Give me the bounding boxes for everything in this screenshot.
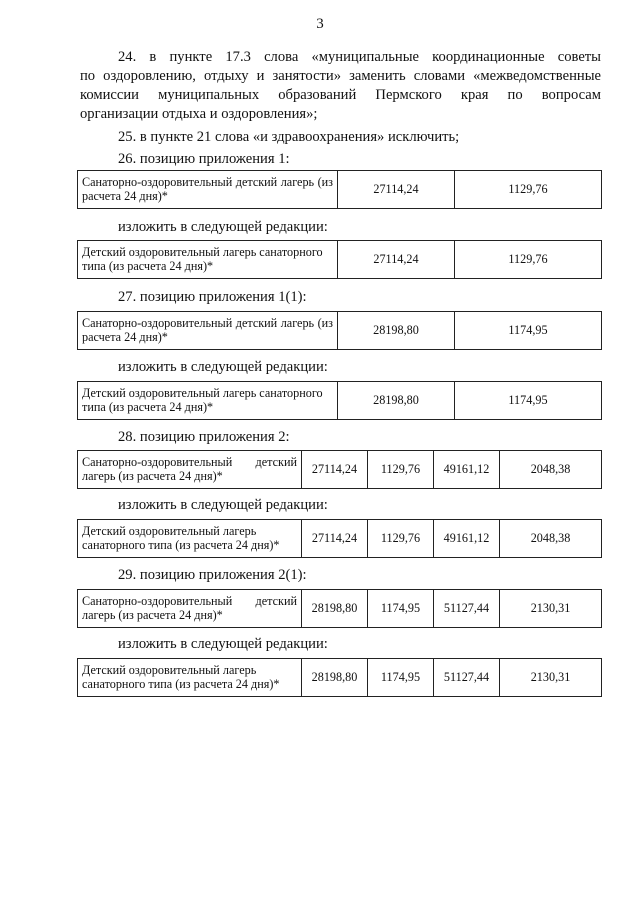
row-name-cell: Санаторно-оздоровительный детский лагерь (из расчета 24 дня)* xyxy=(78,171,338,209)
paragraph-24-line-4: организации отдыха и оздоровления»; xyxy=(80,106,318,122)
paragraph-24-line-1: 24. в пункте 17.3 слова «муниципальные координационные советы xyxy=(118,49,601,65)
item-26-new-table xyxy=(77,240,602,279)
paragraph-25: 25. в пункте 21 слова «и здравоохранения» исключить; xyxy=(118,129,460,145)
value-cell: 51127,44 xyxy=(434,659,500,697)
item-29-instruction: изложить в следующей редакции: xyxy=(118,636,328,652)
value-cell: 2130,31 xyxy=(500,590,602,628)
item-27-instruction: изложить в следующей редакции: xyxy=(118,359,328,375)
value-cell: 2130,31 xyxy=(500,659,602,697)
row-name-cell: Санаторно-оздоровительный детский лагерь (из расчета 24 дня)* xyxy=(78,590,302,628)
table-row xyxy=(78,382,602,420)
value-cell: 28198,80 xyxy=(338,312,455,350)
paragraph-24-line-3: комиссии муниципальных образований Пермского края по вопросам xyxy=(80,87,601,103)
table-row xyxy=(78,171,602,209)
item-27-old-table xyxy=(77,311,602,350)
item-29-heading: 29. позицию приложения 2(1): xyxy=(118,567,307,583)
paragraph-24-line-2: по оздоровлению, отдыху и занятости» заменить словами «межведомственные xyxy=(80,68,601,84)
item-28-old-table xyxy=(77,450,602,489)
value-cell: 28198,80 xyxy=(302,659,368,697)
value-cell: 28198,80 xyxy=(338,382,455,420)
value-cell: 2048,38 xyxy=(500,451,602,489)
row-name-cell: Детский оздоровительный лагерь санаторного типа (из расчета 24 дня)* xyxy=(78,241,338,279)
item-27-new-table xyxy=(77,381,602,420)
value-cell: 1129,76 xyxy=(368,520,434,558)
table-row xyxy=(78,659,602,697)
item-28-heading: 28. позицию приложения 2: xyxy=(118,429,290,445)
row-name-cell: Детский оздоровительный лагерь санаторного типа (из расчета 24 дня)* xyxy=(78,382,338,420)
value-cell: 49161,12 xyxy=(434,451,500,489)
item-28-instruction: изложить в следующей редакции: xyxy=(118,497,328,513)
value-cell: 1129,76 xyxy=(455,241,602,279)
table-row xyxy=(78,590,602,628)
row-name-cell: Детский оздоровительный лагерь санаторного типа (из расчета 24 дня)* xyxy=(78,520,302,558)
value-cell: 51127,44 xyxy=(434,590,500,628)
table-row xyxy=(78,241,602,279)
value-cell: 1129,76 xyxy=(368,451,434,489)
value-cell: 2048,38 xyxy=(500,520,602,558)
value-cell: 1174,95 xyxy=(455,382,602,420)
value-cell: 27114,24 xyxy=(302,520,368,558)
item-26-heading: 26. позицию приложения 1: xyxy=(118,151,290,167)
page-number: 3 xyxy=(316,16,324,32)
value-cell: 1174,95 xyxy=(455,312,602,350)
item-29-new-table xyxy=(77,658,602,697)
value-cell: 28198,80 xyxy=(302,590,368,628)
row-name-cell: Санаторно-оздоровительный детский лагерь (из расчета 24 дня)* xyxy=(78,451,302,489)
value-cell: 1174,95 xyxy=(368,659,434,697)
row-name-cell: Детский оздоровительный лагерь санаторного типа (из расчета 24 дня)* xyxy=(78,659,302,697)
item-27-heading: 27. позицию приложения 1(1): xyxy=(118,289,307,305)
value-cell: 27114,24 xyxy=(338,171,455,209)
item-28-new-table xyxy=(77,519,602,558)
row-name-cell: Санаторно-оздоровительный детский лагерь (из расчета 24 дня)* xyxy=(78,312,338,350)
value-cell: 1174,95 xyxy=(368,590,434,628)
table-row xyxy=(78,451,602,489)
value-cell: 27114,24 xyxy=(302,451,368,489)
table-row xyxy=(78,312,602,350)
item-29-old-table xyxy=(77,589,602,628)
value-cell: 49161,12 xyxy=(434,520,500,558)
value-cell: 27114,24 xyxy=(338,241,455,279)
item-26-instruction: изложить в следующей редакции: xyxy=(118,219,328,235)
table-row xyxy=(78,520,602,558)
item-26-old-table xyxy=(77,170,602,209)
value-cell: 1129,76 xyxy=(455,171,602,209)
